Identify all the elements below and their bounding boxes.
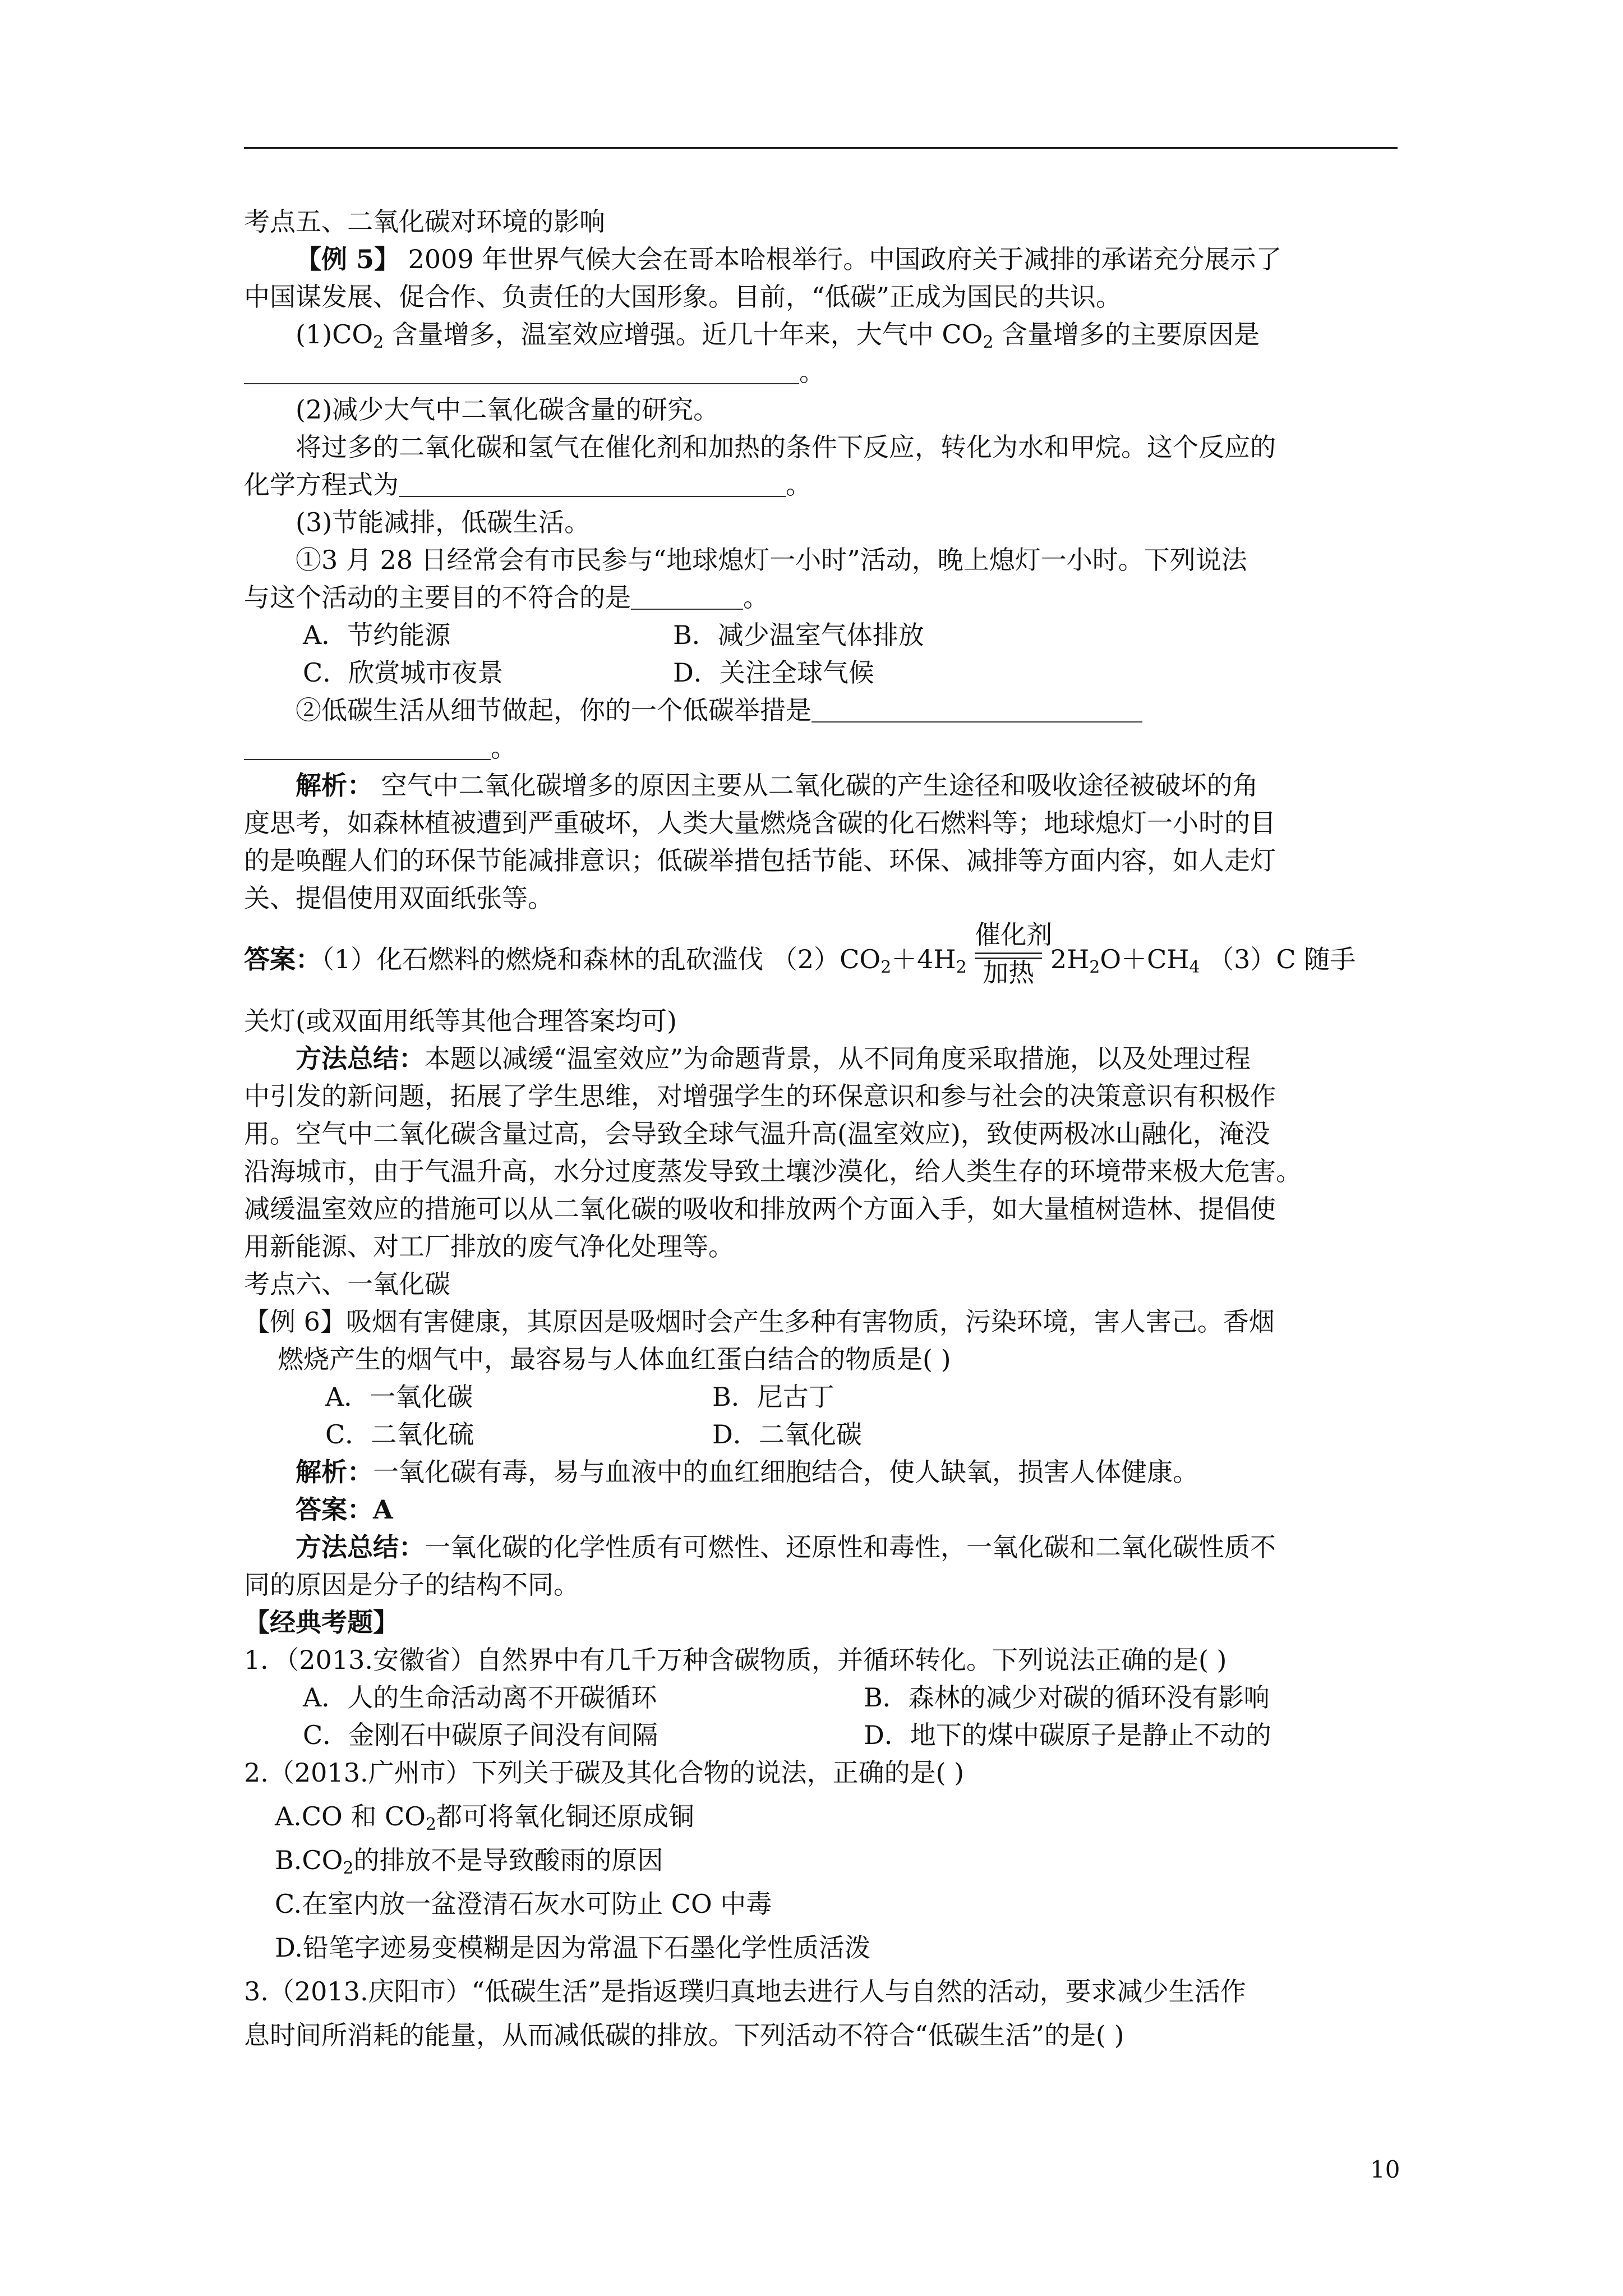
answer-5: 答案：（1）化石燃料的燃烧和森林的乱砍滥伐 $(2)CO_2+4H_2$ 催化剂 加热 $2H_2O+CH_4$ （3）C 随手 bbox=[244, 919, 1356, 988]
option-a: A．人的生命活动离不开碳循环 bbox=[303, 1682, 657, 1713]
option-c: C．二氧化硫 bbox=[325, 1419, 474, 1450]
question-2-text: 将过多的二氧化碳和氢气在催化剂和加热的条件下反应，转化为水和甲烷。这个反应的 bbox=[296, 432, 1276, 462]
section-heading-5: 考点五、二氧化碳对环境的影响 bbox=[244, 206, 605, 237]
option-b: B．减少温室气体排放 bbox=[673, 620, 924, 650]
classic-question-3: 3.（2013.庆阳市）“低碳生活”是指返璞归真地去进行人与自然的活动，要求减少生活作 bbox=[244, 1976, 1246, 2007]
method-summary-5-line-2: 中引发的新问题，拓展了学生思维，对增强学生的环保意识和参与社会的决策意识有积极作 bbox=[244, 1081, 1276, 1111]
example-6-cont: 燃烧产生的烟气中，最容易与人体血红蛋白结合的物质是( ) bbox=[278, 1344, 951, 1374]
question-2-equation-line: 化学方程式为 。 bbox=[244, 470, 811, 500]
option-d: D．二氧化碳 bbox=[712, 1419, 862, 1450]
page-number: 10 bbox=[1370, 2156, 1400, 2183]
reaction-condition: 催化剂 加热 bbox=[975, 919, 1053, 988]
method-summary-5-line-5: 减缓温室效应的措施可以从二氧化碳的吸收和排放两个方面入手，如大量植树造林、提倡使 bbox=[244, 1194, 1276, 1224]
question-3-b: ②低碳生活从细节做起，你的一个低碳举措是 bbox=[296, 693, 1142, 727]
example-6: 【例 6】吸烟有害健康，其原因是吸烟时会产生多种有害物质，污染环境，害人害己。香烟 bbox=[244, 1306, 1275, 1337]
answer-blank[interactable] bbox=[631, 586, 743, 610]
section-heading-6: 考点六、一氧化碳 bbox=[244, 1269, 450, 1299]
option-c: C.在室内放一盆澄清石灰水可防止 CO 中毒 bbox=[275, 1889, 772, 1919]
option-a: A．一氧化碳 bbox=[325, 1382, 473, 1412]
answer-blank[interactable] bbox=[399, 473, 786, 497]
answer-5-cont: 关灯(或双面用纸等其他合理答案均可) bbox=[244, 1006, 677, 1036]
option-b: $B.CO_2$的排放不是导致酸雨的原因 bbox=[275, 1845, 663, 1878]
method-summary-5: 方法总结：本题以减缓“温室效应”为命题背景，从不同角度采取措施，以及处理过程 bbox=[296, 1043, 1251, 1074]
question-3: (3)节能减排，低碳生活。 bbox=[296, 507, 591, 537]
option-b: B．尼古丁 bbox=[712, 1382, 834, 1412]
method-summary-5-line-3: 用。空气中二氧化碳含量过高，会导致全球气温升高(温室效应)，致使两极冰山融化，淹没 bbox=[244, 1119, 1270, 1149]
header-rule bbox=[244, 147, 1398, 149]
classic-questions-title: 【经典考题】 bbox=[244, 1607, 399, 1637]
question-1: $(1)CO_2$ 含量增多，温室效应增强。近几十年来，大气中 $CO_2$ 含量增多的主要原因是 bbox=[296, 319, 1260, 352]
example-5-intro: 【例 5】 2009 年世界气候大会在哥本哈根举行。中国政府关于减排的承诺充分展示了 bbox=[296, 244, 1282, 274]
analysis-5-line-4: 关、提倡使用双面纸张等。 bbox=[244, 883, 554, 913]
analysis-5-line-3: 的是唤醒人们的环保节能减排意识；低碳举措包括节能、环保、减排等方面内容，如人走灯 bbox=[244, 845, 1276, 876]
method-summary-5-line-6: 用新能源、对工厂排放的废气净化处理等。 bbox=[244, 1231, 734, 1262]
option-a: A．节约能源 bbox=[303, 620, 451, 650]
option-c: C．金刚石中碳原子间没有间隔 bbox=[303, 1720, 658, 1750]
option-d: D．地下的煤中碳原子是静止不动的 bbox=[864, 1720, 1271, 1750]
example-label: 【例 5】 bbox=[296, 244, 400, 274]
question-3-b-cont: 。 bbox=[244, 731, 517, 765]
option-c: C．欣赏城市夜景 bbox=[303, 657, 504, 688]
answer-blank[interactable] bbox=[244, 737, 491, 760]
question-3-a: ①3 月 28 日经常会有市民参与“地球熄灯一小时”活动，晚上熄灯一小时。下列说法 bbox=[296, 545, 1247, 575]
method-summary-5-line-4: 沿海城市，由于气温升高，水分过度蒸发导致土壤沙漠化，给人类生存的环境带来极大危害。 bbox=[244, 1156, 1302, 1186]
option-b: B．森林的减少对碳的循环没有影响 bbox=[864, 1682, 1270, 1713]
answer-blank[interactable] bbox=[244, 361, 799, 384]
analysis-5-line-2: 度思考，如森林植被遭到严重破坏，人类大量燃烧含碳的化石燃料等；地球熄灯一小时的目 bbox=[244, 808, 1276, 838]
classic-question-2: 2.（2013.广州市）下列关于碳及其化合物的说法，正确的是( ) bbox=[244, 1757, 965, 1788]
question-3-a-cont: 与这个活动的主要目的不符合的是 。 bbox=[244, 582, 769, 613]
question-2: (2)减少大气中二氧化碳含量的研究。 bbox=[296, 394, 720, 425]
method-summary-6: 方法总结：一氧化碳的化学性质有可燃性、还原性和毒性，一氧化碳和二氧化碳性质不 bbox=[296, 1532, 1276, 1562]
analysis-5: 解析： 空气中二氧化碳增多的原因主要从二氧化碳的产生途径和吸收途径被破坏的角 bbox=[296, 770, 1258, 800]
question-1-blank: 。 bbox=[244, 355, 825, 389]
example-5-intro-cont: 中国谋发展、促合作、负责任的大国形象。目前，“低碳”正成为国民的共识。 bbox=[244, 282, 1122, 312]
option-a: A.CO 和 $CO_2$都可将氧化铜还原成铜 bbox=[275, 1801, 694, 1834]
analysis-6: 解析：一氧化碳有毒，易与血液中的血红细胞结合，使人缺氧，损害人体健康。 bbox=[296, 1457, 1198, 1487]
option-d: D．关注全球气候 bbox=[673, 657, 874, 688]
option-d: D.铅笔字迹易变模糊是因为常温下石墨化学性质活泼 bbox=[275, 1932, 870, 1963]
method-summary-6-cont: 同的原因是分子的结构不同。 bbox=[244, 1570, 579, 1600]
classic-question-3-cont: 息时间所消耗的能量，从而减低碳的排放。下列活动不符合“低碳生活”的是( ) bbox=[244, 2020, 1124, 2050]
answer-blank[interactable] bbox=[811, 699, 1142, 723]
classic-question-1: 1．（2013.安徽省）自然界中有几千万种含碳物质，并循环转化。下列说法正确的是( ) bbox=[244, 1645, 1227, 1675]
answer-6: 答案：A bbox=[296, 1494, 393, 1525]
